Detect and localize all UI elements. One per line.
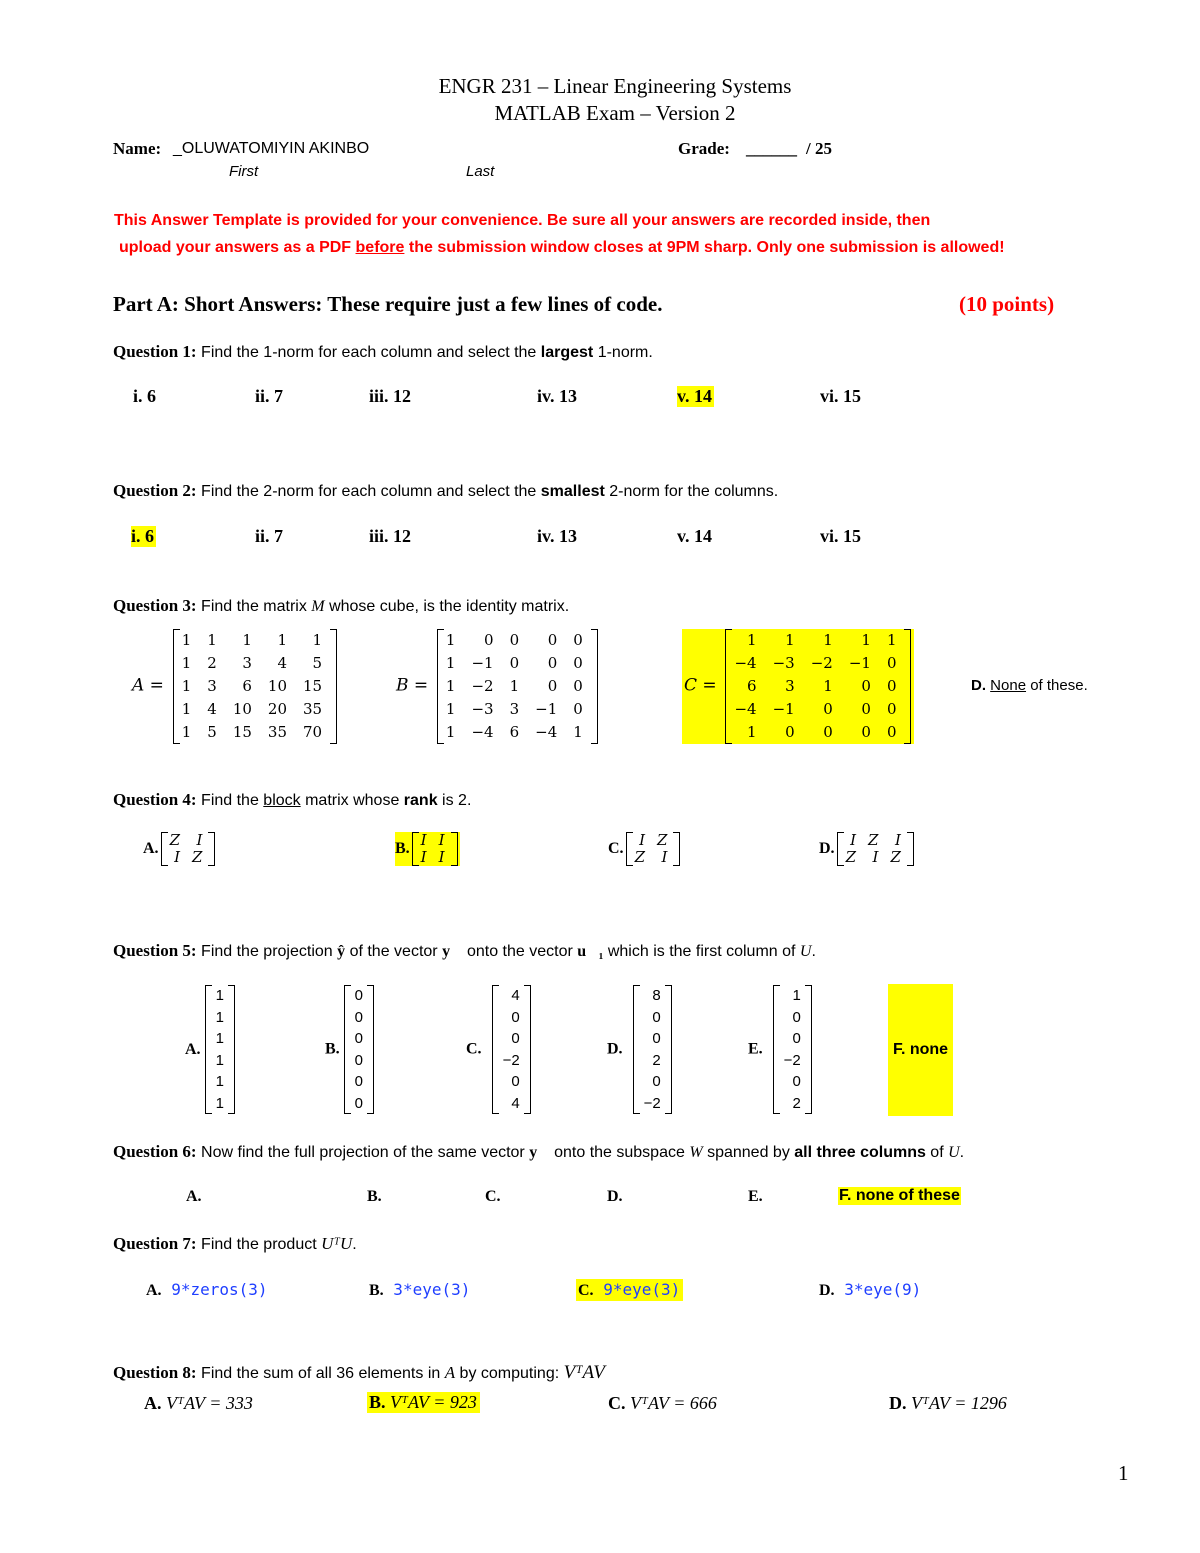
q2-option-iv[interactable]: iv. 13 (537, 526, 578, 546)
vector-entry: 4 (511, 1094, 520, 1112)
vector-entry: 1 (215, 1094, 224, 1112)
matrix-b-cell: 1 (509, 677, 520, 695)
vector-entry: 0 (354, 987, 364, 1004)
vector-entry: 8 (652, 987, 661, 1004)
q4-option-a[interactable]: A. Z I I Z (143, 832, 215, 866)
q8-option-c[interactable]: C. VᵀAV = 666 (608, 1393, 717, 1413)
vector-entry: 0 (652, 1030, 661, 1047)
matrix-b-cell: 0 (573, 631, 583, 649)
q5-option-a[interactable]: A. 1 1 1 1 1 1 (185, 985, 235, 1114)
matrix-a-cell: 1 (181, 654, 192, 672)
q5-option-c[interactable]: C. 4 0 0 −2 0 4 (466, 985, 531, 1114)
matrix-b-cell: 0 (573, 677, 583, 695)
vector-entry: 0 (354, 1030, 364, 1047)
matrix-b-cell: 0 (573, 654, 583, 672)
matrix-a-cell: 1 (312, 631, 323, 649)
matrix-c-cell: 0 (886, 700, 897, 718)
block-matrix-entry: I (420, 848, 427, 866)
q3-option-matrix-b[interactable] (396, 629, 598, 744)
matrix-a-cell: 10 (232, 700, 252, 718)
block-matrix-entry: Z (169, 831, 180, 849)
q2-option-vi[interactable]: vi. 15 (820, 526, 862, 546)
matrix-b-cell: −1 (471, 654, 494, 672)
q6-option-d[interactable]: D. (607, 1188, 623, 1205)
matrix-b-label: B = (396, 675, 429, 696)
vector-entry: 1 (215, 1073, 224, 1090)
block-matrix-entry: I (639, 831, 645, 849)
q1-option-iv[interactable]: iv. 13 (537, 386, 578, 406)
matrix-c-cell: −3 (772, 654, 795, 672)
matrix-c-cell: 1 (861, 631, 871, 649)
matrix-a-cell: 5 (207, 723, 217, 741)
block-matrix-entry: Z (845, 848, 856, 866)
block-matrix-entry: I (420, 831, 427, 849)
vector-entry: 0 (652, 1008, 661, 1026)
q5-option-e[interactable]: E. 1 0 0 −2 0 2 (748, 985, 812, 1114)
q8-option-d[interactable]: D. VᵀAV = 1296 (889, 1393, 1007, 1413)
vector-entry: 0 (792, 1008, 801, 1026)
matrix-a-cell: 3 (207, 677, 217, 695)
name-value: _OLUWATOMIYIN AKINBO (173, 140, 370, 157)
q3-option-matrix-c-selected[interactable] (682, 629, 914, 744)
block-matrix-entry: I (850, 831, 856, 849)
vector-entry: 0 (511, 1008, 520, 1026)
matrix-c-cell: 0 (823, 700, 833, 718)
exam-course-title: ENGR 231 – Linear Engineering Systems (438, 74, 792, 98)
matrix-a-label: A = (132, 675, 164, 696)
matrix-c-cell: 1 (747, 631, 757, 649)
vector-entry: 0 (354, 1051, 364, 1069)
question-4-prompt: Question 4: Find the block matrix whose rank is 2. (113, 790, 472, 809)
matrix-a-cell: 1 (207, 631, 217, 649)
question-8-prompt: Question 8: Find the sum of all 36 elements in A by computing: VᵀAV (113, 1362, 605, 1383)
grade-label: Grade: (678, 139, 730, 158)
matrix-b-cell: −4 (471, 723, 494, 741)
question-2-prompt: Question 2: Find the 2-norm for each column and select the smallest 2-norm for the columns. (113, 481, 779, 500)
vector-entry: 0 (511, 1073, 520, 1090)
matrix-c-cell: −1 (848, 654, 871, 672)
q6-option-e[interactable]: E. (748, 1188, 763, 1205)
vector-entry: −2 (502, 1051, 520, 1069)
matrix-b-cell: 0 (509, 631, 520, 649)
matrix-c-cell: 0 (886, 654, 897, 672)
block-matrix-entry: I (438, 831, 445, 849)
matrix-c-cell: 0 (886, 723, 897, 741)
q1-option-ii[interactable]: ii. 7 (255, 386, 284, 406)
vector-entry: 0 (792, 1030, 801, 1047)
last-label: Last (466, 163, 495, 180)
matrix-a-cell: 4 (277, 654, 287, 672)
matrix-c-cell: 1 (886, 631, 897, 649)
matrix-a-cell: 35 (303, 700, 323, 718)
q2-option-i-selected[interactable]: i. 6 (131, 526, 155, 546)
matrix-a-cell: 70 (303, 723, 323, 741)
q7-option-c-selected[interactable]: C. 9*eye(3) (576, 1279, 683, 1301)
matrix-a-cell: 1 (181, 723, 192, 741)
matrix-c-cell: 6 (747, 677, 757, 695)
name-label: Name: (113, 139, 162, 158)
matrix-c-cell: 3 (785, 677, 795, 695)
block-matrix-entry: I (196, 831, 203, 849)
matrix-b-body (444, 629, 591, 744)
matrix-a-cell: 4 (207, 700, 217, 718)
matrix-b-cell: −4 (535, 723, 558, 741)
q1-option-v-selected[interactable]: v. 14 (677, 386, 713, 406)
matrix-b-cell: 3 (509, 700, 520, 718)
notice-line-1: This Answer Template is provided for your convenience. Be sure all your answers are recorded inside, then (114, 212, 931, 229)
vector-entry: 1 (215, 987, 224, 1004)
q7-option-d[interactable]: D. 3*eye(9) (819, 1280, 922, 1299)
block-matrix-entry: Z (890, 848, 901, 866)
matrix-b-cell: 1 (445, 700, 456, 718)
matrix-c-cell: 1 (785, 631, 795, 649)
matrix-c-cell: 0 (785, 723, 795, 741)
vector-entry: 0 (354, 1073, 364, 1090)
notice-line-2: upload your answers as a PDF before the submission window closes at 9PM sharp. Only one submission is allowed! (119, 239, 1005, 256)
q6-option-b[interactable]: B. (367, 1188, 382, 1205)
q1-option-iii[interactable]: iii. 12 (369, 386, 412, 406)
block-matrix-entry: I (438, 848, 445, 866)
matrix-b-cell: 1 (573, 723, 583, 741)
matrix-c-cell: 1 (823, 631, 833, 649)
grade-blank: ______ (746, 139, 797, 158)
matrix-a-cell: 1 (277, 631, 287, 649)
matrix-c-body (732, 629, 904, 744)
matrix-a-cell: 15 (232, 723, 252, 741)
matrix-c-cell: −2 (810, 654, 833, 672)
block-matrix-entry: Z (634, 848, 645, 866)
vector-entry: 1 (215, 1008, 224, 1026)
q2-option-v[interactable]: v. 14 (677, 526, 713, 546)
q5-option-d[interactable]: D. 8 0 0 2 0 −2 (607, 985, 672, 1114)
matrix-c-cell: 1 (823, 677, 833, 695)
vector-entry: 2 (792, 1094, 801, 1112)
matrix-c-cell: 0 (861, 677, 871, 695)
matrix-c-label: C = (684, 675, 717, 696)
vector-entry: 0 (354, 1008, 364, 1026)
q5-option-b[interactable]: B. 0 0 0 0 0 0 (325, 985, 374, 1114)
exam-version-title: MATLAB Exam – Version 2 (494, 101, 736, 125)
q7-option-b[interactable]: B. 3*eye(3) (369, 1280, 471, 1299)
q6-option-c[interactable]: C. (485, 1188, 501, 1205)
matrix-b-cell: 1 (445, 654, 456, 672)
matrix-a-cell: 1 (242, 631, 252, 649)
grade-total: / 25 (806, 139, 832, 158)
matrix-b-cell: 0 (509, 654, 520, 672)
question-1-prompt: Question 1: Find the 1-norm for each column and select the largest 1-norm. (113, 342, 653, 361)
vector-entry: 2 (652, 1051, 661, 1069)
q6-option-f-selected[interactable]: F. none of these (839, 1187, 960, 1204)
vector-entry: 1 (215, 1051, 224, 1069)
q2-option-ii[interactable]: ii. 7 (255, 526, 284, 546)
q5-option-f-selected[interactable]: F. none (888, 984, 953, 1116)
matrix-b-cell: 1 (445, 677, 456, 695)
question-6-prompt: Question 6: Now find the full projection of the same vector y⃗ onto the subspace W spanned by all three columns of U. (113, 1142, 965, 1161)
matrix-a-cell: 15 (303, 677, 323, 695)
matrix-a-cell: 1 (181, 677, 192, 695)
matrix-b-cell: 0 (547, 631, 558, 649)
q3-option-matrix-a[interactable] (132, 629, 337, 744)
vector-entry: −2 (643, 1094, 661, 1112)
block-matrix-entry: I (894, 831, 901, 849)
matrix-a-cell: 6 (242, 677, 252, 695)
matrix-b-cell: 0 (547, 677, 558, 695)
page-number: 1 (1118, 1461, 1129, 1485)
question-5-prompt: Question 5: Find the projection ŷ of the vector y⃗ onto the vector u⃗₁ which is the first column of U. (113, 941, 816, 960)
vector-entry: 0 (792, 1073, 801, 1090)
matrix-c-cell: 0 (823, 723, 833, 741)
vector-entry: 4 (511, 987, 520, 1004)
matrix-a-cell: 10 (267, 677, 287, 695)
matrix-b-cell: 0 (573, 700, 583, 718)
matrix-c-cell: 1 (747, 723, 757, 741)
vector-entry: 0 (354, 1094, 364, 1112)
vector-entry: 1 (792, 987, 801, 1004)
matrix-a-cell: 5 (312, 654, 323, 672)
matrix-c-cell: 0 (886, 677, 897, 695)
q1-option-i[interactable]: i. 6 (133, 386, 157, 406)
matrix-c-cell: −1 (772, 700, 795, 718)
q4-option-d[interactable]: D. I Z I Z I Z (819, 832, 914, 866)
q8-option-b-selected[interactable]: B. VᵀAV = 923 (367, 1392, 480, 1413)
q1-option-vi[interactable]: vi. 15 (820, 386, 862, 406)
matrix-b-cell: 6 (509, 723, 520, 741)
q7-option-a[interactable]: A. 9*zeros(3) (146, 1280, 268, 1299)
q4-option-c[interactable]: C. I Z Z I (608, 832, 680, 866)
matrix-b-cell: −1 (535, 700, 558, 718)
block-matrix-entry: I (174, 848, 180, 866)
matrix-a-cell: 2 (207, 654, 217, 672)
q4-option-b-selected[interactable]: B. I I I I (395, 832, 460, 866)
matrix-c-cell: 0 (861, 723, 871, 741)
matrix-b-cell: −2 (471, 677, 494, 695)
matrix-a-cell: 3 (242, 654, 252, 672)
question-3-prompt: Question 3: Find the matrix M whose cube, is the identity matrix. (113, 596, 570, 615)
matrix-c-cell: 0 (861, 700, 871, 718)
q3-option-d[interactable]: D. None of these. (971, 677, 1088, 694)
matrix-b-cell: 0 (484, 631, 494, 649)
matrix-b-cell: 1 (445, 631, 456, 649)
matrix-b-cell: 0 (547, 654, 558, 672)
matrix-b-cell: −3 (471, 700, 494, 718)
q2-option-iii[interactable]: iii. 12 (369, 526, 412, 546)
block-matrix-entry: I (872, 848, 879, 866)
vector-entry: 0 (652, 1073, 661, 1090)
first-label: First (229, 163, 259, 180)
block-matrix-entry: I (661, 848, 668, 866)
q6-option-a[interactable]: A. (186, 1188, 202, 1205)
block-matrix-entry: Z (868, 831, 879, 849)
vector-entry: 1 (215, 1030, 224, 1047)
matrix-a-cell: 1 (181, 700, 192, 718)
part-a-title: Part A: Short Answers: These require just a few lines of code. (113, 292, 663, 316)
matrix-a-body (180, 629, 330, 744)
part-a-points: (10 points) (959, 292, 1055, 316)
matrix-a-cell: 20 (267, 700, 287, 718)
matrix-a-cell: 35 (267, 723, 287, 741)
matrix-b-cell: 1 (445, 723, 456, 741)
block-matrix-entry: Z (657, 831, 668, 849)
block-matrix-entry: Z (192, 848, 203, 866)
matrix-c-cell: −4 (734, 654, 757, 672)
q8-option-a[interactable]: A. VᵀAV = 333 (144, 1393, 253, 1413)
matrix-a-cell: 1 (181, 631, 192, 649)
question-7-prompt: Question 7: Find the product UᵀU. (113, 1234, 357, 1253)
matrix-c-cell: −4 (734, 700, 757, 718)
vector-entry: −2 (783, 1051, 801, 1069)
vector-entry: 0 (511, 1030, 520, 1047)
